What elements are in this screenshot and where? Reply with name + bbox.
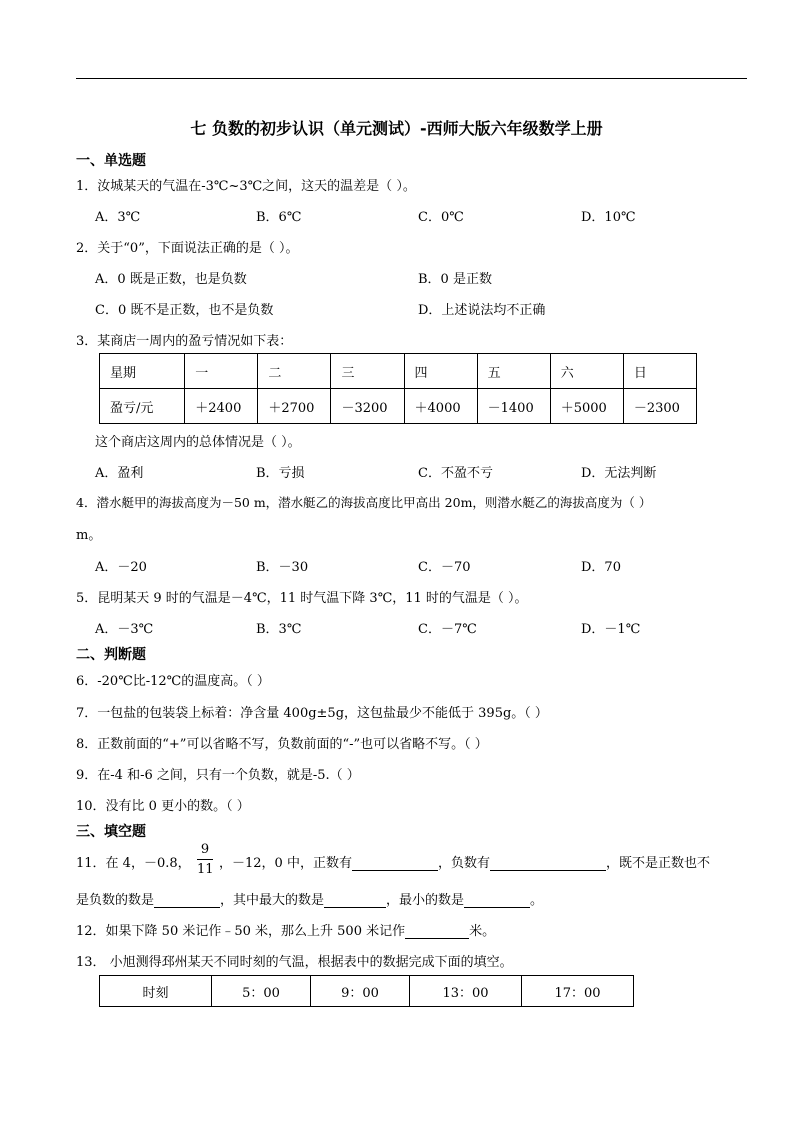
question-2-option-a[interactable]: A．0 既是正数，也是负数 (95, 272, 247, 287)
question-12 (76, 920, 495, 939)
question-2-option-c[interactable]: C．0 既不是正数，也不是负数 (95, 303, 274, 318)
table-cell: ＋2700 (258, 389, 331, 424)
question-3-option-c[interactable]: C．不盈不亏 (418, 466, 493, 481)
table-cell: 三 (331, 354, 404, 389)
question-11-l2c: ，最小的数是 (386, 893, 465, 908)
profit-loss-table (99, 353, 697, 424)
question-4-option-c[interactable]: C．－70 (418, 560, 471, 575)
table-row (100, 976, 634, 1007)
header-rule (76, 78, 747, 79)
question-5-option-d[interactable]: D．－1℃ (581, 622, 641, 637)
question-1-option-d[interactable]: D．10℃ (581, 210, 636, 225)
question-3-stem: 3．某商店一周内的盈亏情况如下表： (76, 334, 293, 349)
question-9: 9．在-4 和-6 之间，只有一个负数，就是-5.（ ） (76, 768, 360, 783)
question-4-stem-continued: m。 (76, 528, 102, 543)
question-5-option-b[interactable]: B．3℃ (256, 622, 302, 637)
question-4-stem: 4．潜水艇甲的海拔高度为－50 m，潜水艇乙的海拔高度比甲高出 20m，则潜水艇乙的海拔高度为（ ） (76, 495, 652, 510)
question-2-option-b[interactable]: B．0 是正数 (418, 272, 492, 287)
answer-blank-negative[interactable] (490, 856, 606, 871)
page-title: 七 负数的初步认识（单元测试）-西师大版六年级数学上册 (190, 119, 603, 138)
table-cell: ＋5000 (550, 389, 623, 424)
question-4-option-a[interactable]: A．－20 (95, 560, 147, 575)
section-heading-fill-blank: 三、填空题 (76, 824, 146, 840)
fraction-numerator: 9 (200, 842, 210, 857)
question-2-stem: 2．关于“0”，下面说法正确的是（ ）。 (76, 241, 299, 256)
question-1-option-a[interactable]: A．3℃ (95, 210, 141, 225)
question-12-part-1: 12．如果下降 50 米记作﹣50 米，那么上升 500 米记作 (76, 924, 406, 939)
question-5-stem: 5．昆明某天 9 时的气温是－4℃，11 时气温下降 3℃，11 时的气温是（ ）。 (76, 591, 528, 606)
table-cell: 四 (404, 354, 477, 389)
question-11-line-1 (219, 852, 710, 871)
question-12-part-2: 米。 (469, 924, 496, 939)
question-11-l2a: 是负数的数是 (76, 893, 155, 908)
table-cell: 时刻 (100, 976, 212, 1007)
table-cell: 二 (258, 354, 331, 389)
question-3-option-a[interactable]: A．盈利 (95, 466, 144, 481)
question-10: 10．没有比 0 更小的数。（ ） (76, 799, 250, 814)
question-4-option-b[interactable]: B．－30 (256, 560, 309, 575)
fraction-denominator: 11 (197, 862, 214, 877)
table-cell: 日 (623, 354, 696, 389)
answer-blank-smallest[interactable] (464, 893, 530, 908)
answer-blank-neither[interactable] (154, 893, 220, 908)
question-13-stem: 13． 小旭测得邳州某天不同时刻的气温，根据表中的数据完成下面的填空。 (76, 955, 513, 970)
question-3-followup: 这个商店这周内的总体情况是（ ）。 (95, 435, 301, 450)
question-11-part-2: ，－12，0 中，正数有 (219, 856, 352, 871)
table-row (100, 354, 697, 389)
question-11-part-3: ，负数有 (437, 856, 490, 871)
temperature-table (99, 975, 634, 1007)
table-cell: 9：00 (311, 976, 410, 1007)
question-8: 8．正数前面的“+”可以省略不写，负数前面的“-”也可以省略不写。（ ） (76, 737, 488, 752)
table-cell: －1400 (477, 389, 550, 424)
question-3-option-d[interactable]: D．无法判断 (581, 466, 657, 481)
question-11-part-1: 11．在 4，－0.8， (76, 856, 191, 871)
table-cell: 五 (477, 354, 550, 389)
question-5-option-c[interactable]: C．－7℃ (418, 622, 477, 637)
table-cell: ＋4000 (404, 389, 477, 424)
question-4-option-d[interactable]: D．70 (581, 560, 621, 575)
table-cell: －3200 (331, 389, 404, 424)
table-cell: 一 (185, 354, 258, 389)
table-cell: 13：00 (410, 976, 522, 1007)
question-11-l2d: 。 (530, 893, 544, 908)
question-2-option-d[interactable]: D．上述说法均不正确 (418, 303, 546, 318)
table-cell: ＋2400 (185, 389, 258, 424)
question-11-line-2 (76, 889, 543, 908)
table-cell: 星期 (100, 354, 185, 389)
table-cell: 17：00 (522, 976, 634, 1007)
question-5-option-a[interactable]: A．－3℃ (95, 622, 154, 637)
question-6: 6．-20℃比-12℃的温度高。（ ） (76, 674, 270, 689)
table-cell: 六 (550, 354, 623, 389)
answer-blank-largest[interactable] (324, 893, 386, 908)
answer-blank-rise[interactable] (405, 924, 469, 939)
fraction-bar (197, 859, 213, 860)
table-row (100, 389, 697, 424)
question-11-l2b: ，其中最大的数是 (220, 893, 325, 908)
table-cell: 5：00 (212, 976, 311, 1007)
section-heading-single-choice: 一、单选题 (76, 153, 146, 169)
question-1-option-b[interactable]: B．6℃ (256, 210, 302, 225)
table-cell: 盈亏/元 (100, 389, 185, 424)
question-7: 7．一包盐的包装袋上标着：净含量 400g±5g，这包盐最少不能低于 395g。（ ） (76, 706, 548, 721)
answer-blank-positive[interactable] (352, 856, 438, 871)
question-3-option-b[interactable]: B．亏损 (256, 466, 305, 481)
table-cell: －2300 (623, 389, 696, 424)
section-heading-true-false: 二、判断题 (76, 647, 146, 663)
question-1-option-c[interactable]: C．0℃ (418, 210, 464, 225)
question-1-stem: 1．汝城某天的气温在-3℃~3℃之间，这天的温差是（ ）。 (76, 179, 416, 194)
question-11-part-4: ，既不是正数也不 (605, 856, 710, 871)
